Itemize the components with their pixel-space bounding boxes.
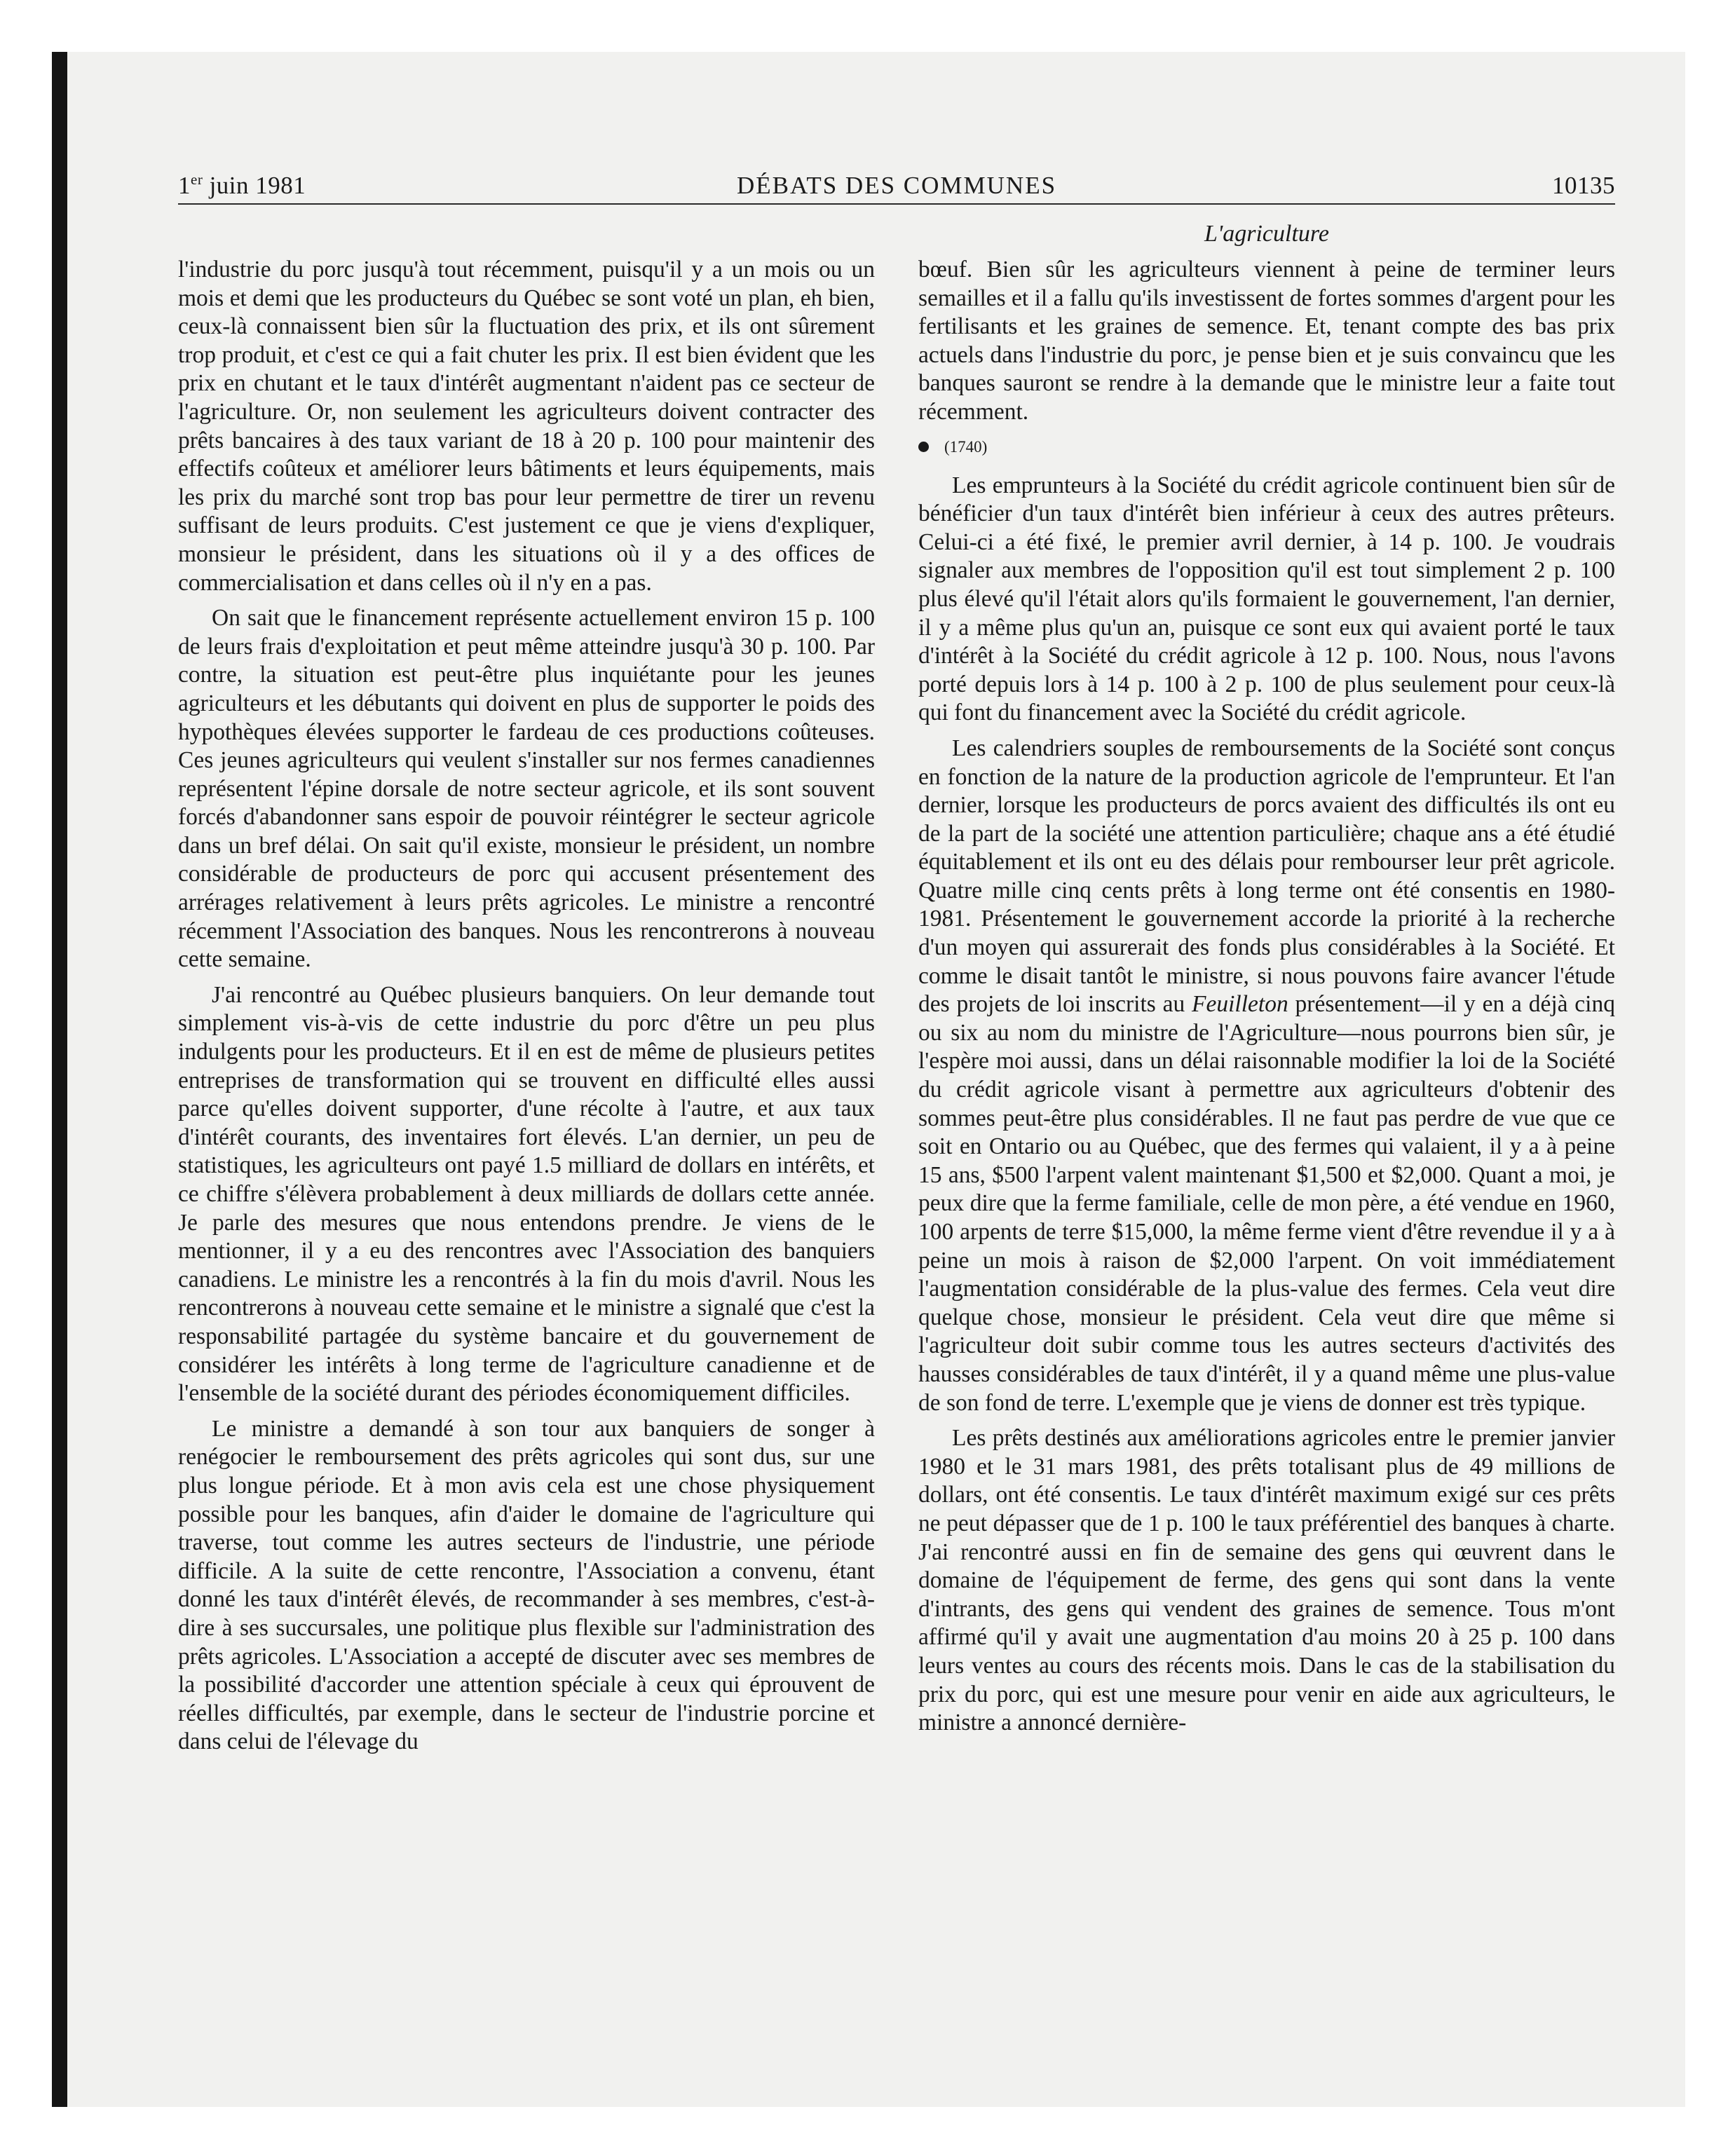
time-marker-label: (1740) xyxy=(944,437,988,456)
page-number: 10135 xyxy=(1552,172,1615,199)
header-title: DÉBATS DES COMMUNES xyxy=(736,172,1057,199)
time-marker xyxy=(918,437,1615,458)
paragraph: Les prêts destinés aux améliorations agricoles entre le premier janvier 1980 et le 31 mars 1981, des prêts totalisant plus de 49 millions de dollars, ont été consentis. Le taux d'intérêt maximum exigé sur ces prêts ne peut dépasser que de 1 p. 100 le taux préférentiel des banques à charte. J'ai rencontré aussi en fin de semaine des gens qui œuvrent dans le domaine de l'équipement de ferme, des gens qui sont dans la vente d'intrants, des gens qui vendent des graines de semence. Tous m'ont affirmé qu'il y avait une augmentation d'au moins 20 à 25 p. 100 dans leurs ventes au cours des récents mois. Dans le cas de la stabilisation du prix du porc, qui est une mesure pour venir en aide aux agriculteurs, le ministre a annoncé dernière- xyxy=(918,1425,1615,1736)
paragraph: bœuf. Bien sûr les agriculteurs viennent à peine de terminer leurs semailles et il a fallu qu'ils investissent de fortes sommes d'argent pour les fertilisants et les graines de semence. Et, tenant compte des bas prix actuels dans l'industrie du porc, je pense bien et je suis convaincu que les banques sauront se rendre à la demande que le ministre leur a faite tout récemment. xyxy=(918,257,1615,425)
page-header xyxy=(178,170,1615,205)
left-column xyxy=(178,256,875,1763)
paragraph: On sait que le financement représente actuellement environ 15 p. 100 de leurs frais d'exploitation et peut même atteindre jusqu'à 30 p. 100. Par contre, la situation est peut-être plus inquiétante pour les jeunes agriculteurs et les débutants qui doivent en plus de supporter le poids des hypothèques élevées supporter le fardeau de ces productions coûteuses. Ces jeunes agriculteurs qui veulent s'installer sur nos fermes canadiennes représentent l'épine dorsale de notre secteur agricole, et ils sont souvent forcés d'abandonner sans espoir de pouvoir réintégrer le secteur agricole dans un bref délai. On sait qu'il existe, monsieur le président, un nombre considérable de producteurs de porc qui accusent présentement des arrérages relativement à leurs prêts agricoles. Le ministre a rencontré récemment l'Association des banques. Nous les rencontrerons à nouveau cette semaine. xyxy=(178,605,875,973)
paragraph: Le ministre a demandé à son tour aux banquiers de songer à renégocier le remboursement des prêts agricoles qui sont dus, sur une plus longue période. Et à mon avis cela est une chose physiquement possible pour les banques, afin d'aider le domaine de l'agriculture qui traverse, tout comme les autres secteurs de l'industrie, une période difficile. A la suite de cette rencontre, l'Association a convenu, étant donné les taux d'intérêt élevés, de recommander à ses membres, c'est-à-dire à ses succursales, une politique plus flexible sur l'administration des prêts agricoles. L'Association a accepté de discuter avec ses membres de la possibilité d'accorder une attention spéciale à ceux qui éprouvent de réelles difficultés, par exemple, dans le secteur de l'industrie porcine et dans celui de l'élevage du xyxy=(178,1415,875,1755)
subject-heading: L'agriculture xyxy=(1204,221,1329,247)
header-rule xyxy=(178,203,1615,205)
paragraph: l'industrie du porc jusqu'à tout récemment, puisqu'il y a un mois ou un mois et demi que les producteurs du Québec se sont voté un plan, eh bien, ceux-là connaissent bien sûr la fluctuation des prix, et ils ont sûrement trop produit, et c'est ce qui a fait chuter les prix. Il est bien évident que les prix en chutant et le taux d'intérêt augmentant n'aident pas ce secteur de l'agriculture. Or, non seulement les agriculteurs doivent contracter des prêts bancaires à des taux variant de 18 à 20 p. 100 pour maintenir des effectifs coûteux et améliorer leurs bâtiments et leurs équipements, mais les prix du marché sont trop bas pour leur permettre de tirer un revenu suffisant de leurs produits. C'est justement ce que je viens d'expliquer, monsieur le président, dans les situations où il y a des offices de commercialisation et dans celles où il n'y en a pas. xyxy=(178,257,875,596)
bullet-icon xyxy=(918,442,929,452)
paragraph: Les calendriers souples de remboursements de la Société sont conçus en fonction de la nature de la production agricole de l'emprunteur. Et l'an dernier, lorsque les producteurs de porcs avaient des difficultés ils ont eu de la part de la société une attention particulière; chaque ans a été étudié équitablement et ils ont eu des délais pour rembourser leur prêt agricole. Quatre mille cinq cents prêts à long terme ont été consentis en 1980-1981. Présentement le gouvernement accorde la priorité à la recherche d'un moyen qui assurerait des fonds plus considérables à la Société. Et comme le disait tantôt le ministre, si nous pouvons faire avancer l'étude des projets de loi inscrits au Feuilleton présentement—il y en a déjà cinq ou six au nom du ministre de l'Agriculture—nous pourrons bien sûr, je l'espère moi aussi, dans un délai raisonnable modifier la loi de la Société du crédit agricole visant à permettre aux agriculteurs d'obtenir des sommes peut-être plus considérables. Il ne faut pas perdre de vue que ce soit en Ontario ou au Québec, que des fermes qui valaient, il y a à peine 15 ans, $500 l'arpent valent maintenant $1,500 et $2,000. Quant a moi, je peux dire que la ferme familiale, celle de mon père, a été vendue en 1960, 100 arpents de terre $15,000, la même ferme vient d'être revendue il y a à peine un mois à raison de $2,000 l'arpent. On voit immédiatement l'augmentation considérable de la plus-value des fermes. Cela veut dire quelque chose, monsieur le président. Cela veut dire que même si l'agriculteur doit subir comme tous les autres secteurs d'activités des hausses considérables de taux d'intérêt, il y a quand même une plus-value de son fond de terre. L'exemple que je viens de donner est très typique. xyxy=(918,735,1615,1416)
right-column xyxy=(918,256,1615,1745)
paragraph: J'ai rencontré au Québec plusieurs banquiers. On leur demande tout simplement vis-à-vis de cette industrie du porc d'être un peu plus indulgents pour les producteurs. Et il en est de même de plusieurs petites entreprises de transformation qui se trouvent en difficulté elles aussi parce qu'elles doivent supporter, d'une récolte à l'autre, et aux taux d'intérêt courants, des inventaires fort élevés. L'an dernier, un peu de statistiques, les agriculteurs ont payé 1.5 milliard de dollars en intérêts, et ce chiffre s'élèvera probablement à deux milliards de dollars cette année. Je parle des mesures que nous entendons prendre. Je viens de le mentionner, il y a eu des rencontres avec l'Association des banquiers canadiens. Le ministre les a rencontrés à la fin du mois d'avril. Nous les rencontrerons à nouveau cette semaine et le ministre a signalé que c'est la responsabilité partagée du système bancaire et du gouvernement de considérer les intérêts à long terme de l'agriculture canadienne et de l'ensemble de la société durant des périodes économiquement difficiles. xyxy=(178,981,875,1407)
paragraph: Les emprunteurs à la Société du crédit agricole continuent bien sûr de bénéficier d'un taux d'intérêt bien inférieur à ceux des autres prêteurs. Celui-ci a été fixé, le premier avril dernier, à 14 p. 100. Je voudrais signaler aux membres de l'opposition qu'il est tout simplement 2 p. 100 plus élevé qu'il l'était alors qu'ils formaient le gouvernement, l'an dernier, il y a même plus qu'un an, puisque ce sont eux qui avaient porté le taux d'intérêt à la Société du crédit agricole à 12 p. 100. Nous, nous l'avons porté depuis lors à 14 p. 100 à 2 p. 100 de plus seulement pour ceux-là qui font du financement avec la Société du crédit agricole. xyxy=(918,472,1615,726)
feuilleton-italic: Feuilleton xyxy=(1192,991,1288,1018)
scan-border xyxy=(52,52,67,2107)
header-date: 1er juin 1981 xyxy=(178,171,306,199)
